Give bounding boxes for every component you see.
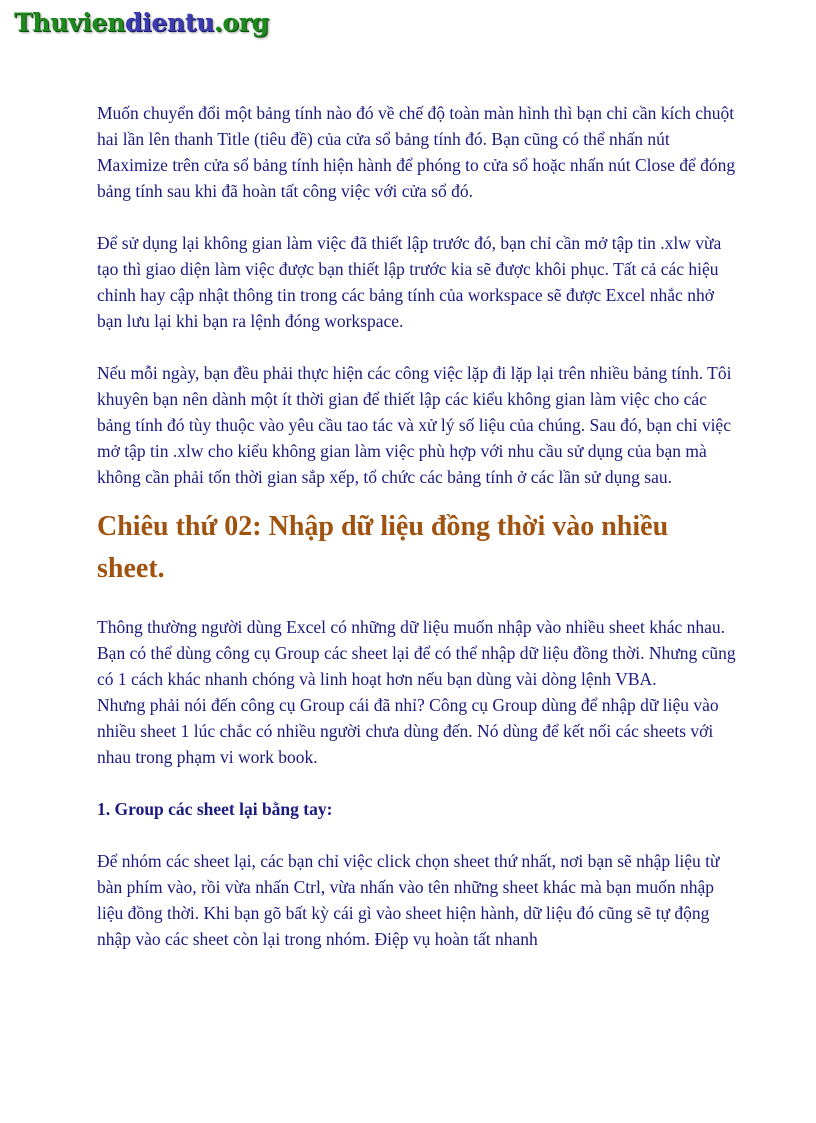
document-body xyxy=(97,100,737,978)
paragraph-group-tool: Nhưng phải nói đến công cụ Group cái đã nhỉ? Công cụ Group dùng để nhập dữ liệu vào nhiều sheet 1 lúc chắc có nhiều người chưa dùng đến. Nó dùng để kết nối các sheets với nhau trong phạm vi work book. xyxy=(97,695,719,767)
logo-text-org: .org xyxy=(213,8,269,37)
paragraph-fullscreen: Muốn chuyển đổi một bảng tính nào đó về chế độ toàn màn hình thì bạn chỉ cần kích chuột hai lần lên thanh Title (tiêu đề) của cửa sổ bảng tính đó. Bạn cũng có thể nhấn nút Maximize trên cửa sổ bảng tính hiện hành để phóng to cửa sổ hoặc nhấn nút Close để đóng bảng tính sau khi đã hoàn tất công việc với cửa sổ đó. xyxy=(97,103,736,201)
paragraph-group-intro: Thông thường người dùng Excel có những dữ liệu muốn nhập vào nhiều sheet khác nhau. Bạn có thể dùng công cụ Group các sheet lại để có thể nhập dữ liệu đồng thời. Nhưng cũng có 1 cách khác nhanh chóng và linh hoạt hơn nếu bạn dùng vài dòng lệnh VBA. xyxy=(97,617,736,689)
paragraph-group-manual: Để nhóm các sheet lại, các bạn chỉ việc click chọn sheet thứ nhất, nơi bạn sẽ nhập liệu từ bàn phím vào, rồi vừa nhấn Ctrl, vừa nhấn vào tên những sheet khác mà bạn muốn nhập liệu đồng thời. Khi bạn gõ bất kỳ cái gì vào sheet hiện hành, dữ liệu đó cũng sẽ tự động nhập vào các sheet còn lại trong nhóm. Điệp vụ hoàn tất nhanh xyxy=(97,851,720,949)
section-heading: Chiêu thứ 02: Nhập dữ liệu đồng thời vào nhiều sheet. xyxy=(97,511,669,584)
logo-text-thuvien: Thuvien xyxy=(14,8,125,37)
site-logo[interactable] xyxy=(14,6,269,40)
logo-text-dientu: dientu xyxy=(124,8,214,37)
subsection-heading: 1. Group các sheet lại bằng tay: xyxy=(97,799,333,819)
paragraph-workspace-advice: Nếu mỗi ngày, bạn đều phải thực hiện các công việc lặp đi lặp lại trên nhiều bảng tính. Tôi khuyên bạn nên dành một ít thời gian để thiết lập các kiểu không gian làm việc cho các bảng tính đó tùy thuộc vào yêu cầu tao tác và xử lý số liệu của chúng. Sau đó, bạn chỉ việc mở tập tin .xlw cho kiểu không gian làm việc phù hợp với nhu cầu sử dụng của bạn mà không cần phải tốn thời gian sắp xếp, tổ chức các bảng tính ở các lần sử dụng sau. xyxy=(97,363,732,487)
paragraph-workspace-restore: Để sử dụng lại không gian làm việc đã thiết lập trước đó, bạn chỉ cần mở tập tin .xlw vừa tạo thì giao diện làm việc được bạn thiết lập trước kia sẽ được khôi phục. Tất cả các hiệu chỉnh hay cập nhật thông tin trong các bảng tính của workspace sẽ được Excel nhắc nhở bạn lưu lại khi bạn ra lệnh đóng workspace. xyxy=(97,233,722,331)
